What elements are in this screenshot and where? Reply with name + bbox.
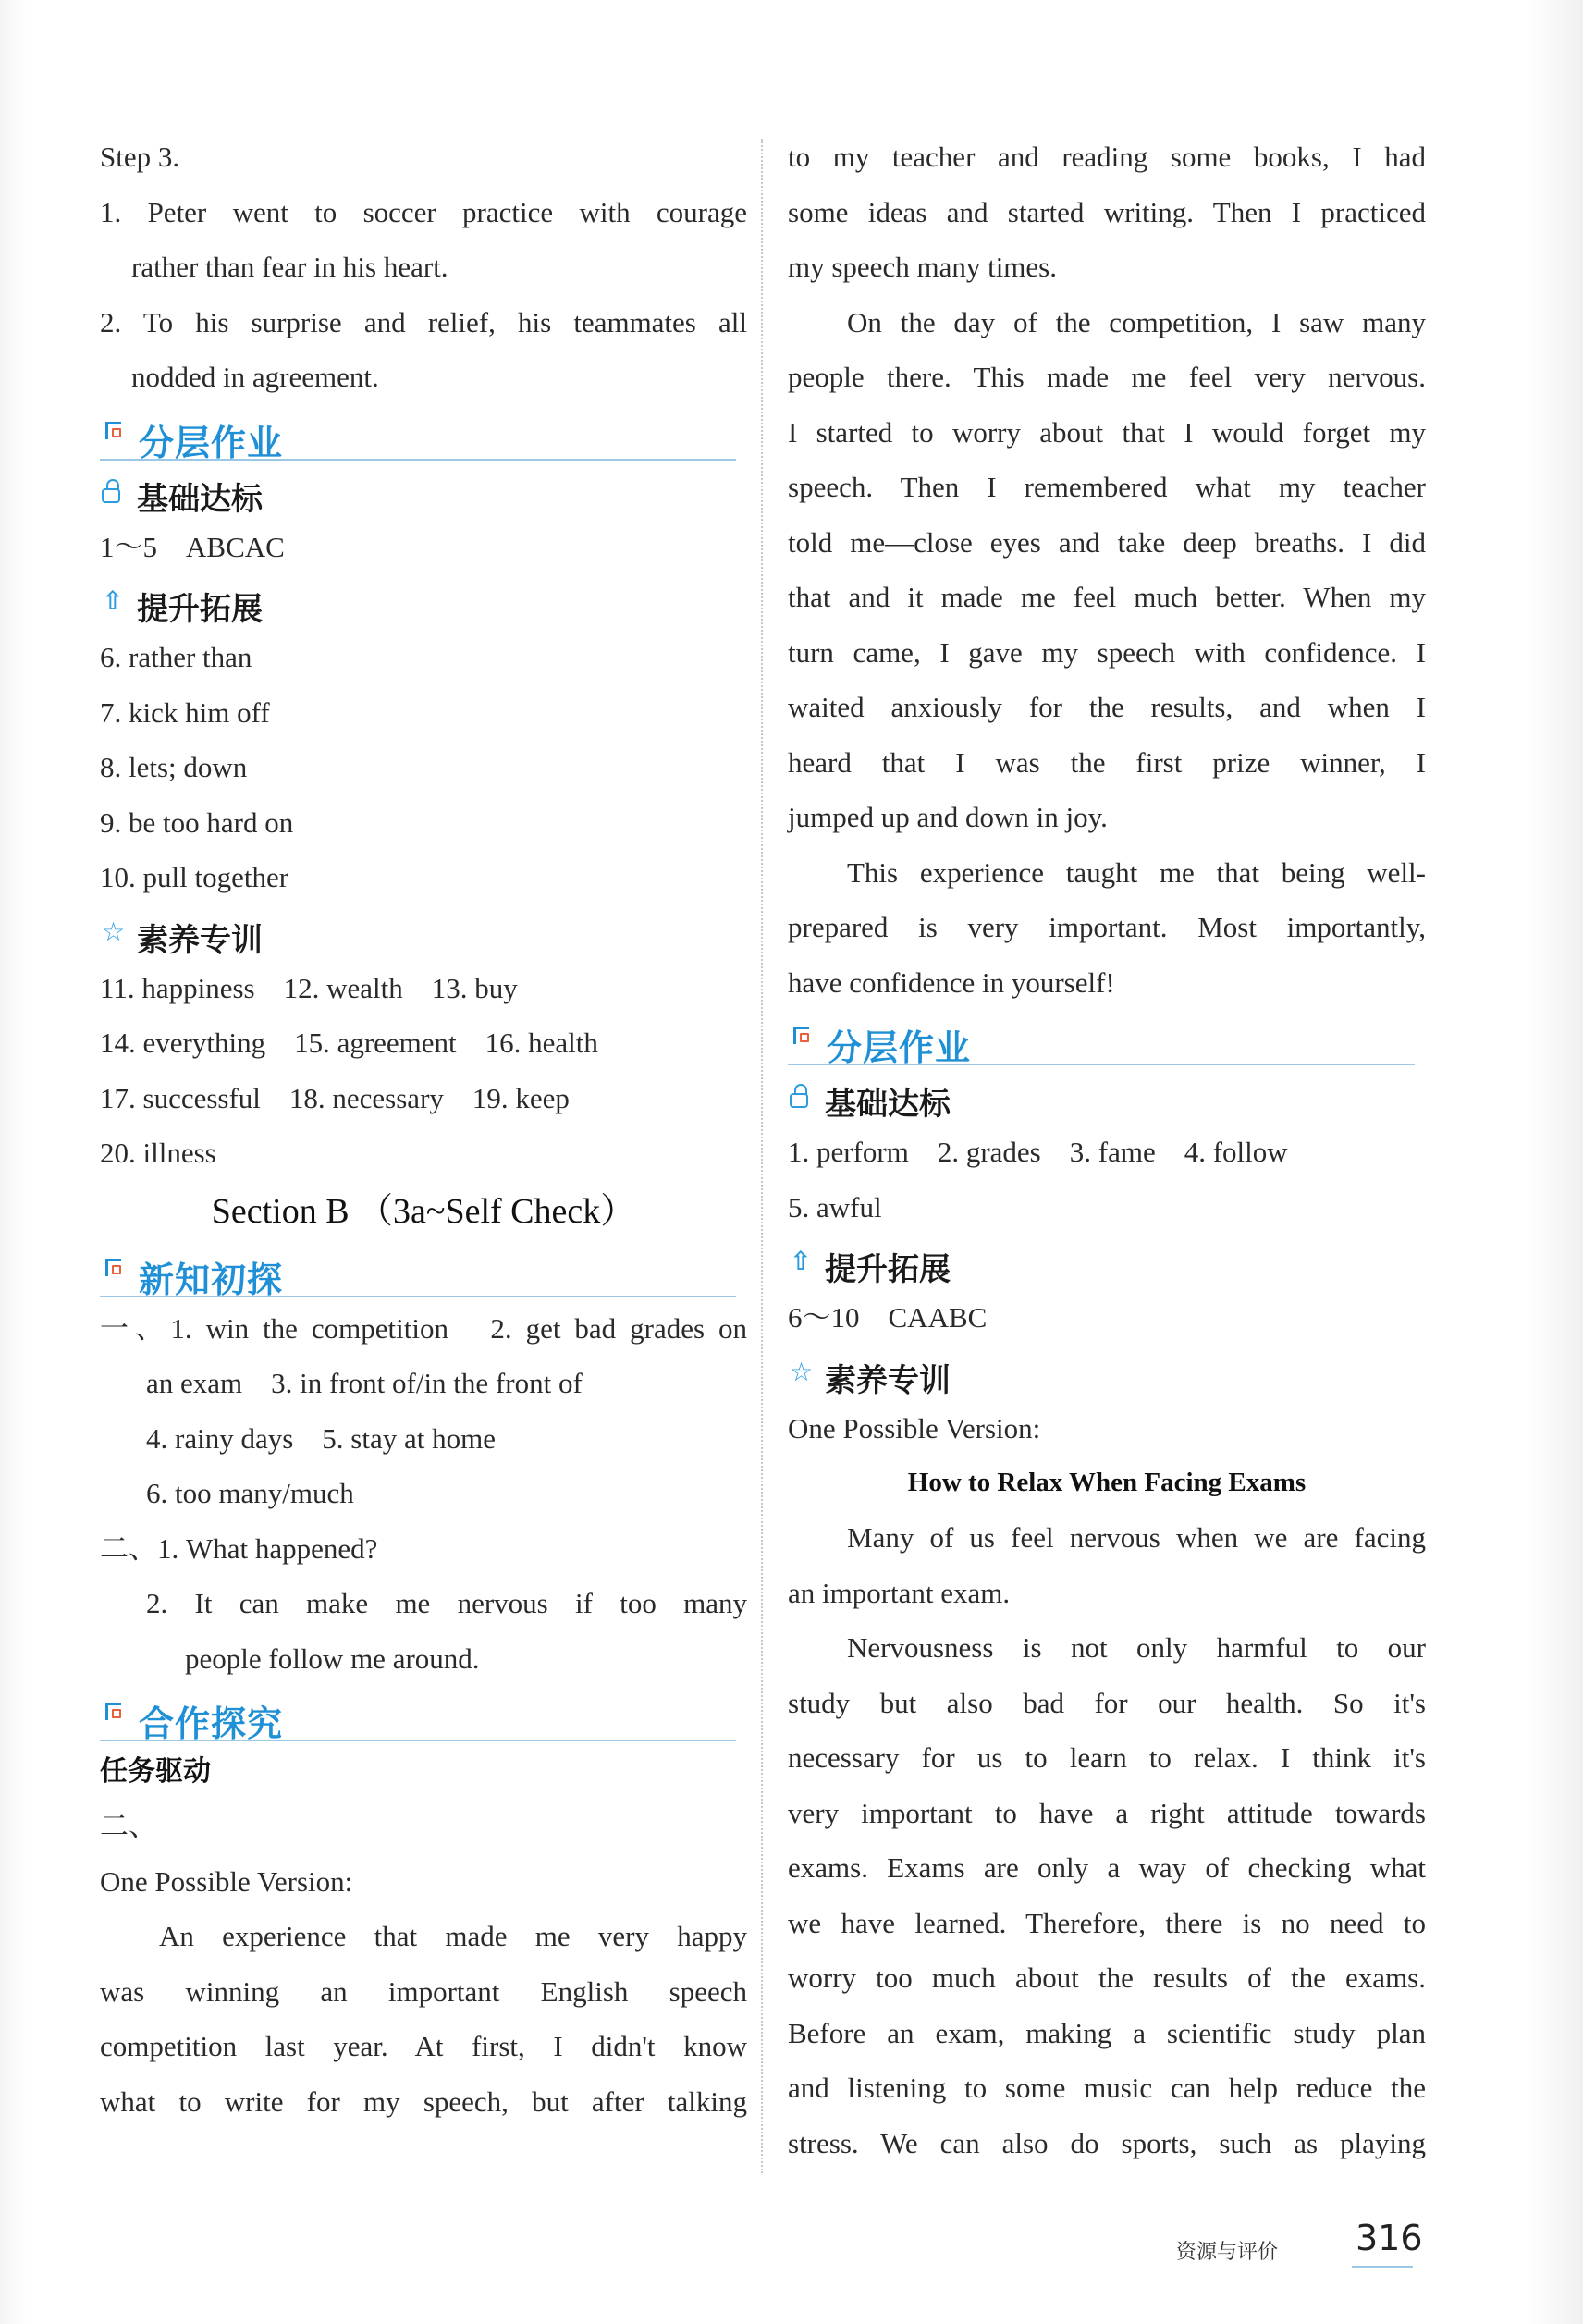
essay-line: heard that I was the first prize winner, I bbox=[788, 745, 1426, 779]
literacy-row: 14. everything 15. agreement 16. health bbox=[100, 1027, 598, 1059]
subheading-basic bbox=[788, 1069, 1426, 1125]
part1-line: an exam 3. in front of/in the front of bbox=[146, 1367, 583, 1399]
subheading-literacy bbox=[100, 905, 747, 961]
essay-title: How to Relax When Facing Exams bbox=[907, 1468, 1307, 1497]
left-column bbox=[100, 129, 747, 2129]
essay-line: to my teacher and reading some books, I had bbox=[788, 141, 1426, 173]
section-heading-text: 分层作业 bbox=[827, 1027, 972, 1068]
lock-icon bbox=[790, 1093, 808, 1108]
subheading-text: 基础达标 bbox=[825, 1086, 951, 1123]
section-heading-text: 合作探究 bbox=[139, 1703, 284, 1744]
footer-label: 资源与评价 bbox=[1176, 2241, 1279, 2264]
version-label: One Possible Version: bbox=[100, 1864, 353, 1898]
essay2-line: study but also bad for our health. So it's bbox=[788, 1686, 1426, 1719]
part1-line: 一、1. win the competition 2. get bad grades on bbox=[100, 1311, 747, 1345]
step3-item2-line1: 2. To his surprise and relief, his teammates all bbox=[100, 305, 747, 338]
literacy-row: 17. successful 18. necessary 19. keep bbox=[100, 1081, 570, 1114]
essay-line: my speech many times. bbox=[788, 251, 1057, 283]
essay-line: On the day of the competition, I saw many bbox=[847, 305, 1426, 338]
step3-item1-line1: 1. Peter went to soccer practice with courage bbox=[100, 195, 747, 228]
essay-line: have confidence in yourself! bbox=[788, 965, 1115, 999]
flag-icon bbox=[105, 1703, 121, 1720]
part2-label: 二、 bbox=[100, 1810, 157, 1842]
flag-icon bbox=[793, 1027, 809, 1044]
essay2-line: Before an exam, making a scientific study plan bbox=[788, 2016, 1426, 2049]
essay2-line: exams. Exams are only a way of checking what bbox=[788, 1851, 1426, 1884]
flag-icon bbox=[105, 1259, 121, 1276]
essay-line: An experience that made me very happy bbox=[159, 1920, 747, 1952]
column-divider bbox=[761, 139, 763, 2173]
page-number-underline bbox=[1352, 2266, 1413, 2268]
right-column bbox=[788, 129, 1426, 2170]
subheading-improve bbox=[788, 1235, 1426, 1290]
essay-line: I started to worry about that I would forget my bbox=[788, 415, 1426, 449]
task-label: 任务驱动 bbox=[100, 1755, 211, 1788]
star-icon: ☆ bbox=[790, 1356, 814, 1387]
part2-line: people follow me around. bbox=[185, 1642, 480, 1675]
subheading-text: 素养专训 bbox=[825, 1361, 951, 1399]
subheading-text: 提升拓展 bbox=[825, 1251, 951, 1288]
improve-item: 6. rather than bbox=[100, 641, 252, 673]
part2-line: 二、1. What happened? bbox=[100, 1531, 378, 1565]
heading-underline bbox=[788, 1064, 1415, 1065]
essay-line: was winning an important English speech bbox=[100, 1974, 747, 2008]
essay2-line: Many of us feel nervous when we are facing bbox=[847, 1521, 1426, 1554]
essay-line: competition last year. At first, I didn't know bbox=[100, 2030, 747, 2062]
part1-line: 4. rainy days 5. stay at home bbox=[146, 1421, 496, 1455]
subheading-text: 素养专训 bbox=[137, 921, 263, 959]
lock-icon bbox=[102, 488, 120, 503]
essay2-line: we have learned. Therefore, there is no need to bbox=[788, 1906, 1426, 1939]
basic-row: 1. perform 2. grades 3. fame 4. follow bbox=[788, 1136, 1288, 1168]
improve-item: 8. lets; down bbox=[100, 751, 248, 783]
section-b-title: Section B （3a~Self Check） bbox=[211, 1191, 636, 1231]
essay-line: told me—close eyes and take deep breaths. I did bbox=[788, 525, 1426, 559]
page-number: 316 bbox=[1356, 2218, 1423, 2258]
section-heading-new-knowledge bbox=[100, 1244, 747, 1301]
basic-row: 5. awful bbox=[788, 1190, 882, 1223]
essay-line: jumped up and down in joy. bbox=[788, 801, 1108, 833]
essay-line: that and it made me feel much better. When my bbox=[788, 581, 1426, 613]
essay2-line: worry too much about the results of the exams. bbox=[788, 1961, 1426, 1994]
essay-line: This experience taught me that being well- bbox=[847, 855, 1426, 889]
improve-item: 9. be too hard on bbox=[100, 805, 294, 839]
essay-line: waited anxiously for the results, and when I bbox=[788, 691, 1426, 723]
section-heading-text: 分层作业 bbox=[139, 422, 284, 463]
part1-line: 6. too many/much bbox=[146, 1477, 354, 1509]
part2-line: 2. It can make me nervous if too many bbox=[146, 1587, 747, 1619]
step3-label: Step 3. bbox=[100, 141, 180, 173]
basic-answers: 1～5 ABCAC bbox=[100, 530, 285, 563]
essay2-line: an important exam. bbox=[788, 1576, 1011, 1609]
essay-line: people there. This made me feel very nervous. bbox=[788, 361, 1426, 393]
literacy-row: 20. illness bbox=[100, 1137, 216, 1169]
literacy-row: 11. happiness 12. wealth 13. buy bbox=[100, 971, 518, 1004]
subheading-text: 提升拓展 bbox=[137, 591, 263, 628]
subheading-basic bbox=[100, 464, 747, 520]
heading-underline bbox=[100, 459, 736, 461]
subheading-improve bbox=[100, 574, 747, 630]
essay-line: prepared is very important. Most importantly, bbox=[788, 911, 1426, 943]
subheading-text: 基础达标 bbox=[137, 480, 263, 518]
step3-item1-line2: rather than fear in his heart. bbox=[131, 251, 448, 283]
improve-item: 7. kick him off bbox=[100, 695, 270, 729]
flag-icon bbox=[105, 422, 121, 439]
subheading-literacy bbox=[788, 1346, 1426, 1401]
essay2-line: stress. We can also do sports, such as playing bbox=[788, 2126, 1426, 2159]
heading-underline bbox=[100, 1296, 736, 1297]
essay2-line: Nervousness is not only harmful to our bbox=[847, 1631, 1426, 1664]
essay2-line: and listening to some music can help reduce the bbox=[788, 2072, 1426, 2104]
star-icon: ☆ bbox=[102, 916, 126, 947]
section-heading-cooperate bbox=[100, 1688, 747, 1745]
essay-line: turn came, I gave my speech with confidence. I bbox=[788, 635, 1426, 669]
essay-line: some ideas and started writing. Then I practiced bbox=[788, 195, 1426, 228]
arrow-up-icon: ⇧ bbox=[102, 585, 124, 616]
arrow-up-icon: ⇧ bbox=[790, 1246, 812, 1276]
essay2-line: necessary for us to learn to relax. I think it's bbox=[788, 1741, 1426, 1774]
essay-line: what to write for my speech, but after talking bbox=[100, 2084, 747, 2118]
essay2-line: very important to have a right attitude towards bbox=[788, 1796, 1426, 1829]
section-heading-homework bbox=[100, 407, 747, 464]
essay-line: speech. Then I remembered what my teacher bbox=[788, 471, 1426, 503]
heading-underline bbox=[100, 1740, 736, 1741]
step3-item2-line2: nodded in agreement. bbox=[131, 361, 379, 393]
improve-answers: 6～10 CAABC bbox=[788, 1301, 988, 1334]
section-heading-homework bbox=[788, 1012, 1426, 1069]
improve-item: 10. pull together bbox=[100, 861, 289, 893]
version-label: One Possible Version: bbox=[788, 1411, 1041, 1445]
section-heading-text: 新知初探 bbox=[139, 1259, 284, 1300]
